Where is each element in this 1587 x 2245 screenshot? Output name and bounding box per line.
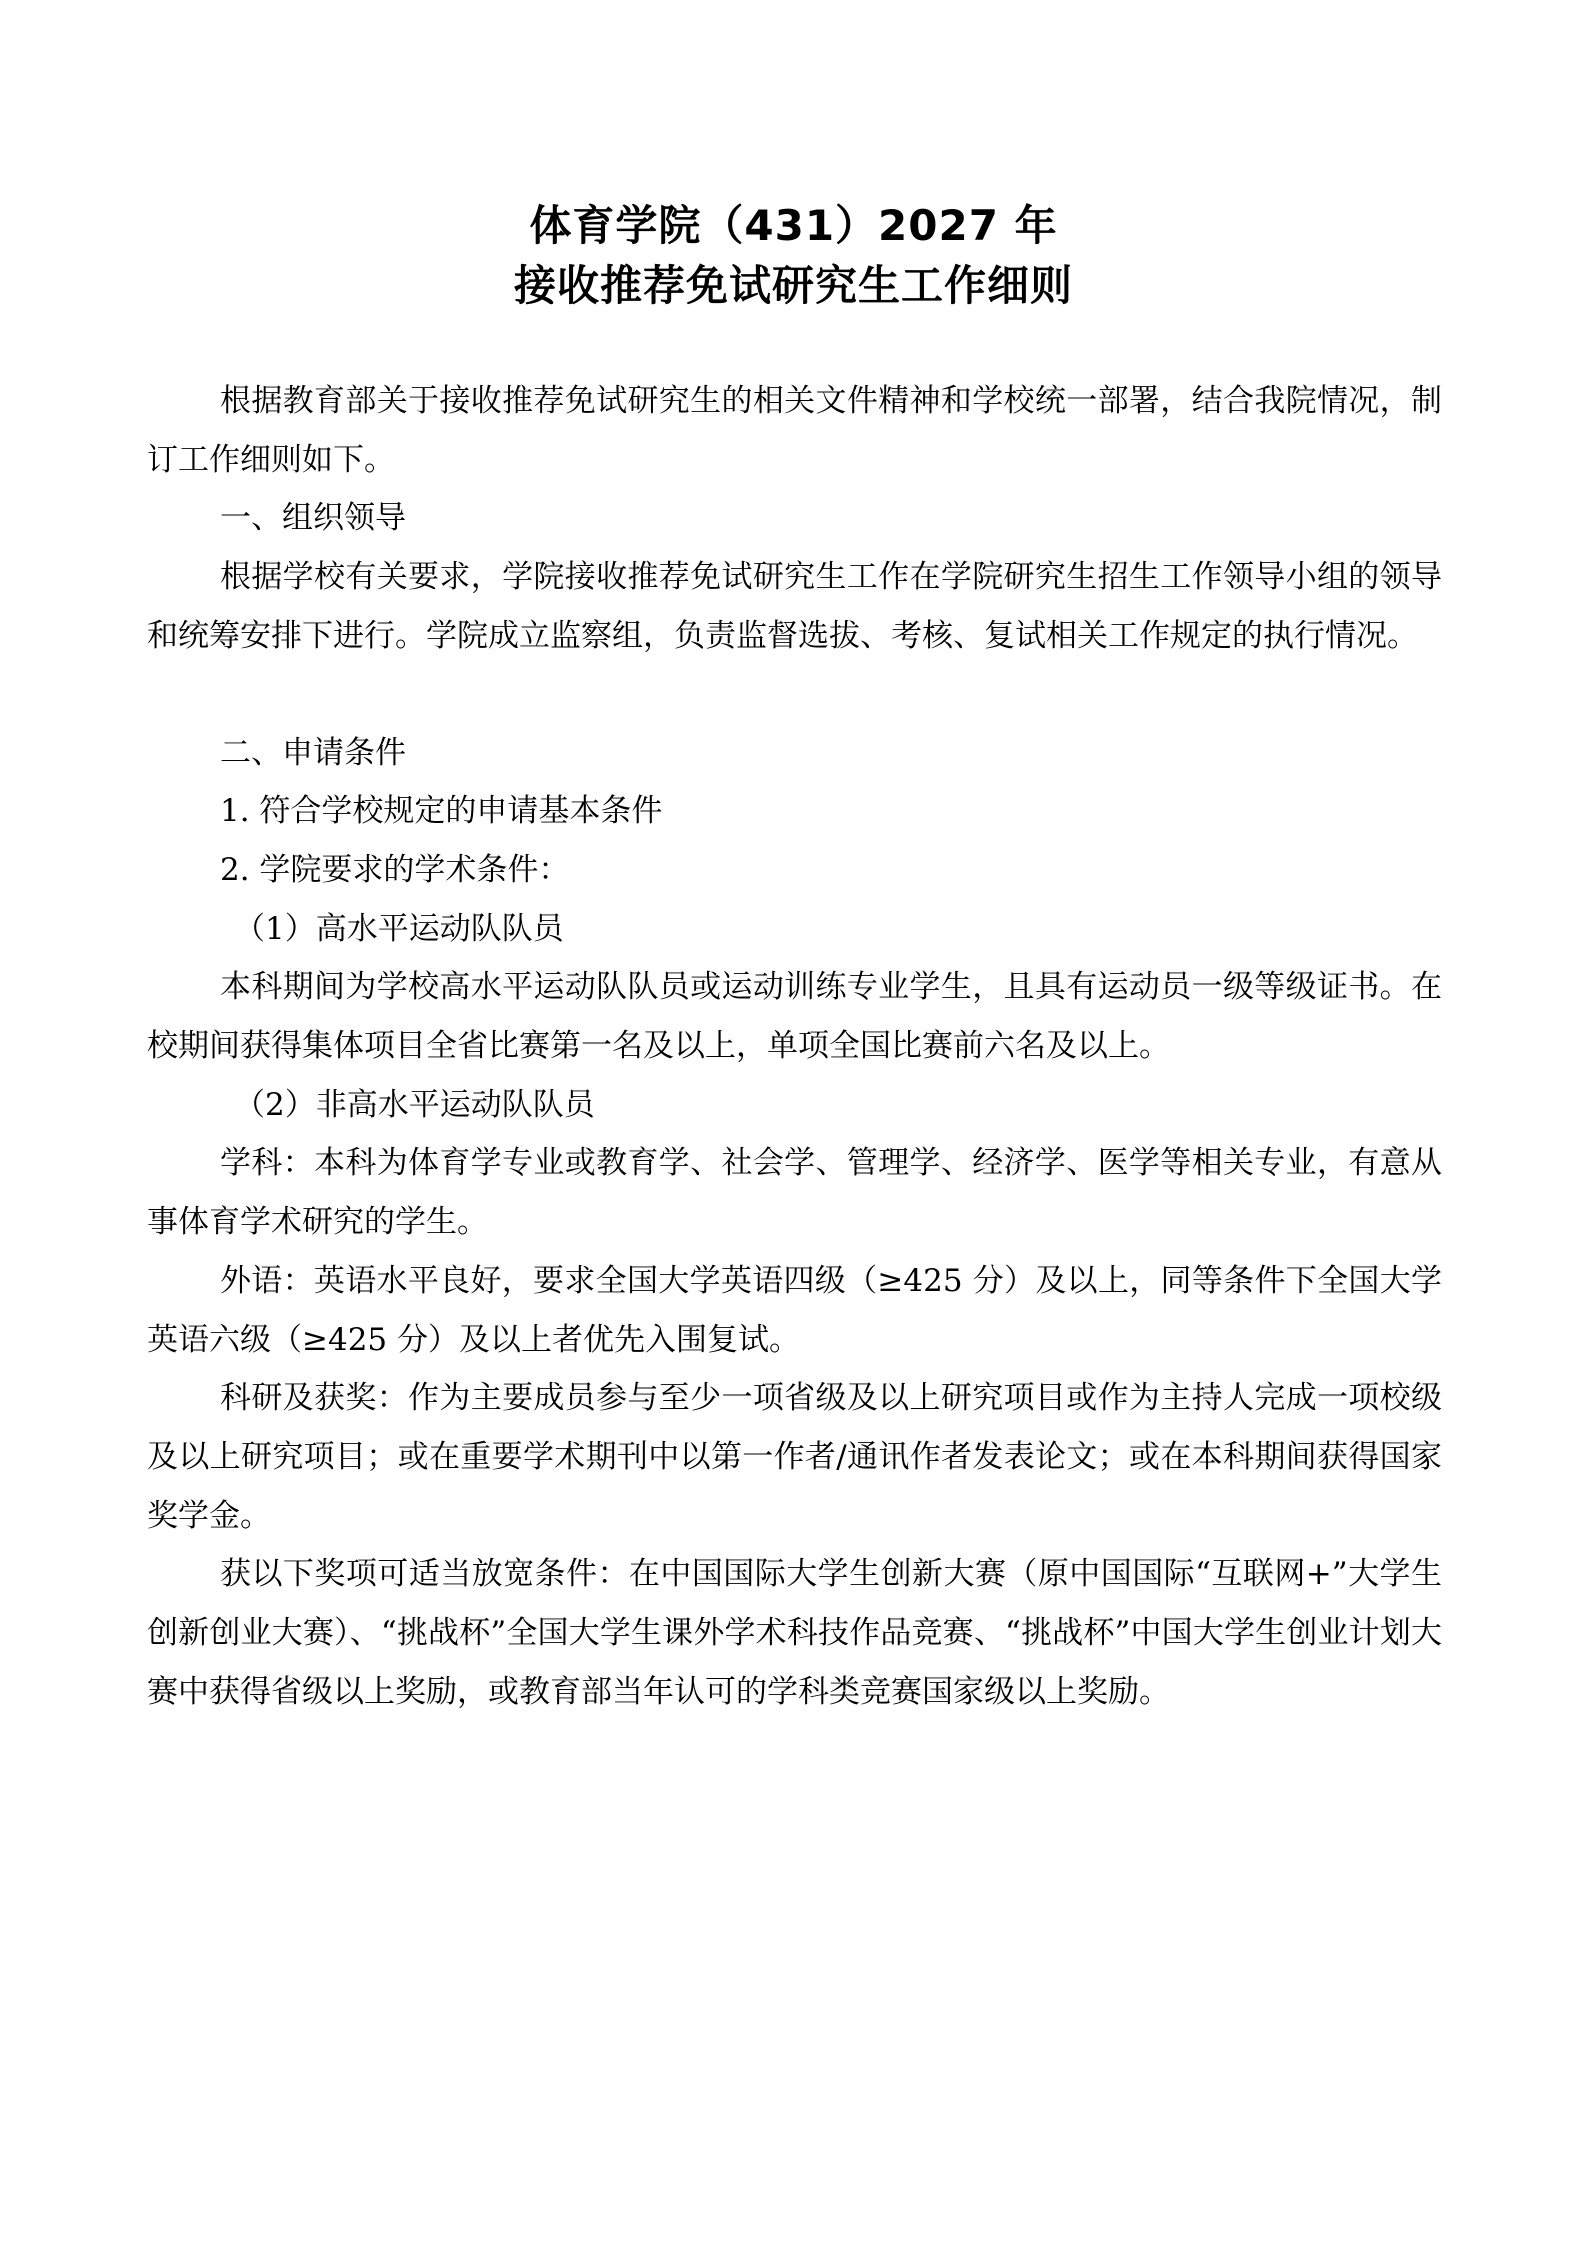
section-spacer	[147, 666, 1442, 724]
document-title-line2: 接收推荐免试研究生工作细则	[513, 261, 1073, 310]
section1-heading: 一、组织领导	[220, 500, 406, 537]
subsection1-title: （1）高水平运动队队员	[234, 910, 564, 947]
document-body	[147, 372, 1442, 1721]
intro-paragraph: 根据教育部关于接收推荐免试研究生的相关文件精神和学校统一部署，结合我院情况，制订工作细则如下。	[147, 383, 1442, 478]
subsection2-title: （2）非高水平运动队队员	[234, 1086, 595, 1123]
discipline-paragraph: 学科：本科为体育学专业或教育学、社会学、管理学、经济学、医学等相关专业，有意从事体育学术研究的学生。	[147, 1145, 1442, 1241]
research-paragraph: 科研及获奖：作为主要成员参与至少一项省级及以上研究项目或作为主持人完成一项校级及以上研究项目；或在重要学术期刊中以第一作者/通讯作者发表论文；或在本科期间获得国家奖学金。	[147, 1380, 1442, 1534]
condition-item-1: 1. 符合学校规定的申请基本条件	[220, 793, 663, 830]
document-title-line1: 体育学院（431）2027 年	[529, 201, 1058, 250]
awards-paragraph: 获以下奖项可适当放宽条件：在中国国际大学生创新大赛（原中国国际“互联网+”大学生创新创业大赛）、“挑战杯”全国大学生课外学术科技作品竞赛、“挑战杯”中国大学生创业计划大赛中获得省级以上奖励，或教育部当年认可的学科类竞赛国家级以上奖励。	[147, 1556, 1442, 1710]
section1-paragraph: 根据学校有关要求，学院接收推荐免试研究生工作在学院研究生招生工作领导小组的领导和统筹安排下进行。学院成立监察组，负责监督选拔、考核、复试相关工作规定的执行情况。	[147, 559, 1442, 654]
condition-item-2: 2. 学院要求的学术条件：	[220, 851, 570, 888]
subsection1-paragraph: 本科期间为学校高水平运动队队员或运动训练专业学生，且具有运动员一级等级证书。在校期间获得集体项目全省比赛第一名及以上，单项全国比赛前六名及以上。	[147, 969, 1442, 1065]
language-paragraph: 外语：英语水平良好，要求全国大学英语四级（≥425 分）及以上，同等条件下全国大学英语六级（≥425 分）及以上者优先入围复试。	[147, 1262, 1442, 1358]
section2-heading: 二、申请条件	[220, 734, 406, 771]
